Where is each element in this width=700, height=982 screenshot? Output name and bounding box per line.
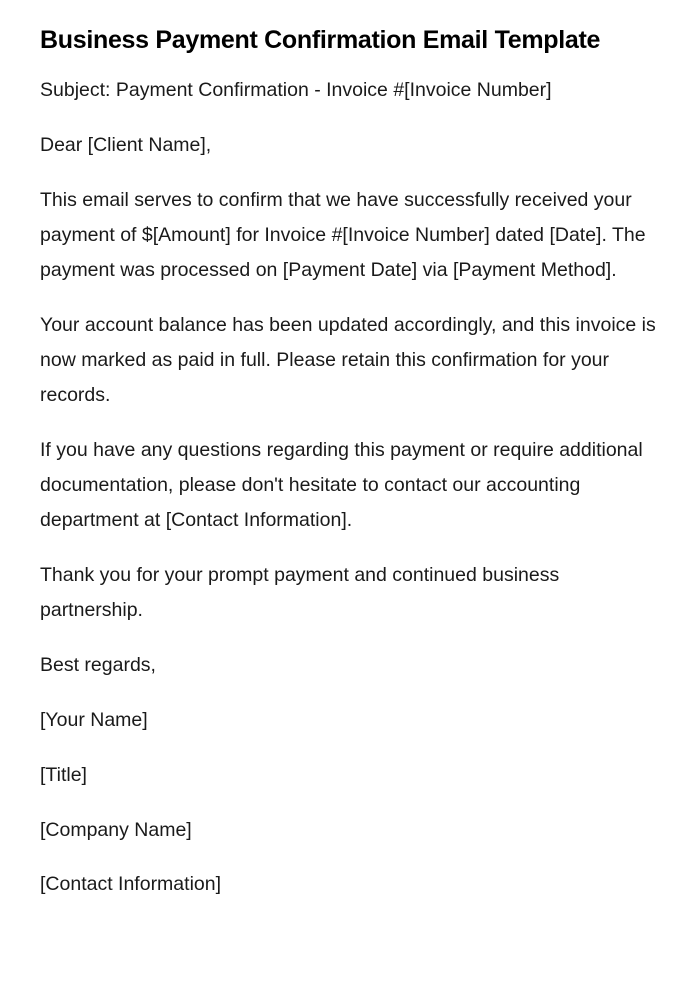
signature-company: [Company Name]	[40, 818, 192, 841]
signature-title: [Title]	[40, 763, 87, 786]
signature-name: [Your Name]	[40, 709, 148, 731]
email-paragraph-thanks: Thank you for your prompt payment and continued business partnership.	[40, 564, 560, 622]
email-greeting: Dear [Client Name],	[40, 133, 212, 156]
email-paragraph-confirmation: This email serves to confirm that we have successfully received your payment of $[Amount] for Invoice #[Invoice Number] dated [Date]. The payment was processed on [Payment Date] via [Payment Method].	[40, 188, 646, 281]
email-paragraph-account-balance: Your account balance has been updated accordingly, and this invoice is now marked as paid in full. Please retain this confirmation for your records.	[40, 313, 656, 407]
email-subject: Subject: Payment Confirmation - Invoice #[Invoice Number]	[40, 79, 552, 101]
signature-contact: [Contact Information]	[40, 873, 222, 896]
email-paragraph-questions: If you have any questions regarding this payment or require additional documentation, please don't hesitate to contact our accounting department at [Contact Information].	[40, 439, 643, 532]
document-title: Business Payment Confirmation Email Template	[40, 26, 601, 54]
email-closing: Best regards,	[40, 654, 156, 677]
